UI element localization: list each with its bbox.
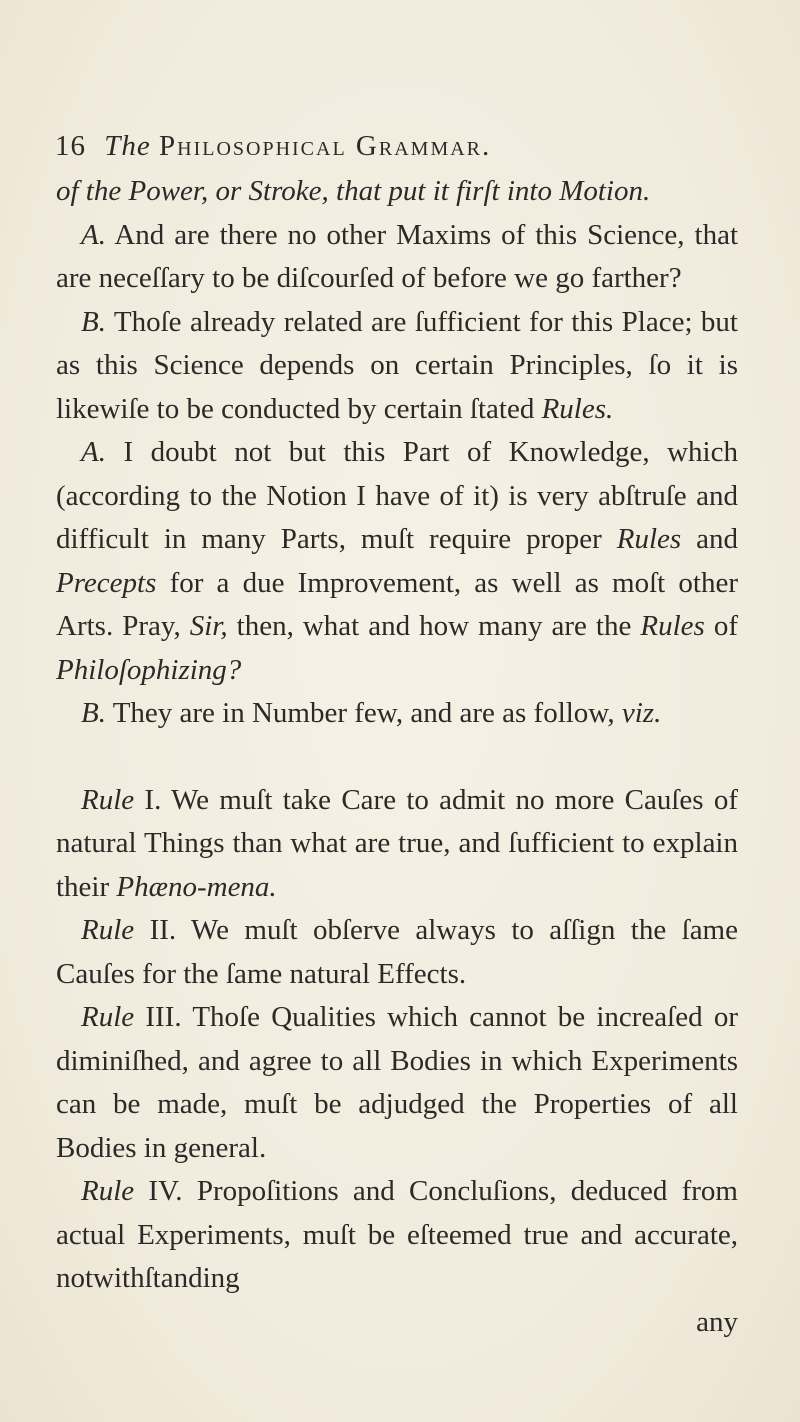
text-segment: IV. Propoſitions and Concluſions, deduced from actual Experiments, muſt be eſteemed true and accurate, notwithſtanding xyxy=(56,1175,738,1294)
text-segment: Rules xyxy=(616,523,682,555)
paragraph xyxy=(56,214,738,301)
running-title-article: The xyxy=(104,130,151,162)
text-segment: Rule xyxy=(81,1001,135,1033)
paragraph xyxy=(56,1170,738,1301)
text-segment: of the Power, or Stroke, that put it firſt into Motion. xyxy=(56,175,651,207)
page-number: 16 xyxy=(55,130,86,162)
text-segment: Philoſophizing? xyxy=(56,653,242,686)
catchword: any xyxy=(696,1305,738,1338)
text-segment: Sir, xyxy=(189,610,228,642)
paragraph xyxy=(56,301,738,432)
text-segment: I. We muſt take Care to admit no more Cauſes of natural Things than what are true, and ſufficient to explain their xyxy=(56,783,738,903)
paragraph xyxy=(56,170,738,214)
text-segment: And are there no other Maxims of this Science, that are neceſſary to be diſcourſed of before we go farther? xyxy=(56,218,738,294)
paragraph xyxy=(56,431,738,692)
text-segment: B. xyxy=(81,697,106,729)
text-segment: Precepts xyxy=(56,566,157,599)
text-segment: Rules. xyxy=(541,392,614,425)
text-segment: III. Thoſe Qualities which cannot be increaſed or diminiſhed, and agree to all Bodies in which Experiments can be made, muſt be adjudged the Properties of all Bodies in general. xyxy=(56,1001,738,1164)
paragraph xyxy=(56,909,738,996)
text-segment: then, what and how many are the xyxy=(227,610,641,642)
text-segment: and xyxy=(681,523,738,555)
text-segment: for a due Improvement, as well as moſt other Arts. Pray, xyxy=(56,566,738,642)
text-segment: B. xyxy=(81,305,106,338)
text-segment: Thoſe already related are ſufficient for this Place; but as this Science depends on certain Principles, ſo it is likewiſe to be conducted by certain ſtated xyxy=(56,305,738,425)
text-segment: Rules xyxy=(640,610,705,642)
text-segment: They are in Number few, and are as follow, xyxy=(105,697,622,729)
text-segment: Phæno-mena. xyxy=(116,870,277,903)
running-title: Philosophical Grammar. xyxy=(159,130,492,162)
text-segment: I doubt not but this Part of Knowledge, which (according to the Notion I have of it) is very abſtruſe and difficult in many Parts, muſt require proper xyxy=(56,436,738,555)
paragraph xyxy=(56,996,738,1170)
text-segment: of xyxy=(704,610,738,642)
text-segment: Rule xyxy=(81,783,135,816)
text-segment: A. xyxy=(81,436,106,468)
paragraph xyxy=(56,779,738,910)
running-header xyxy=(55,130,795,163)
body-text xyxy=(56,170,738,1344)
text-segment: Rule xyxy=(81,914,135,946)
text-segment: A. xyxy=(81,218,106,251)
text-segment: II. We muſt obſerve always to aſſign the ſame Cauſes for the ſame natural Effects. xyxy=(56,914,738,990)
paragraph xyxy=(56,692,738,736)
text-segment: viz. xyxy=(621,697,662,729)
text-segment: Rule xyxy=(81,1175,135,1207)
